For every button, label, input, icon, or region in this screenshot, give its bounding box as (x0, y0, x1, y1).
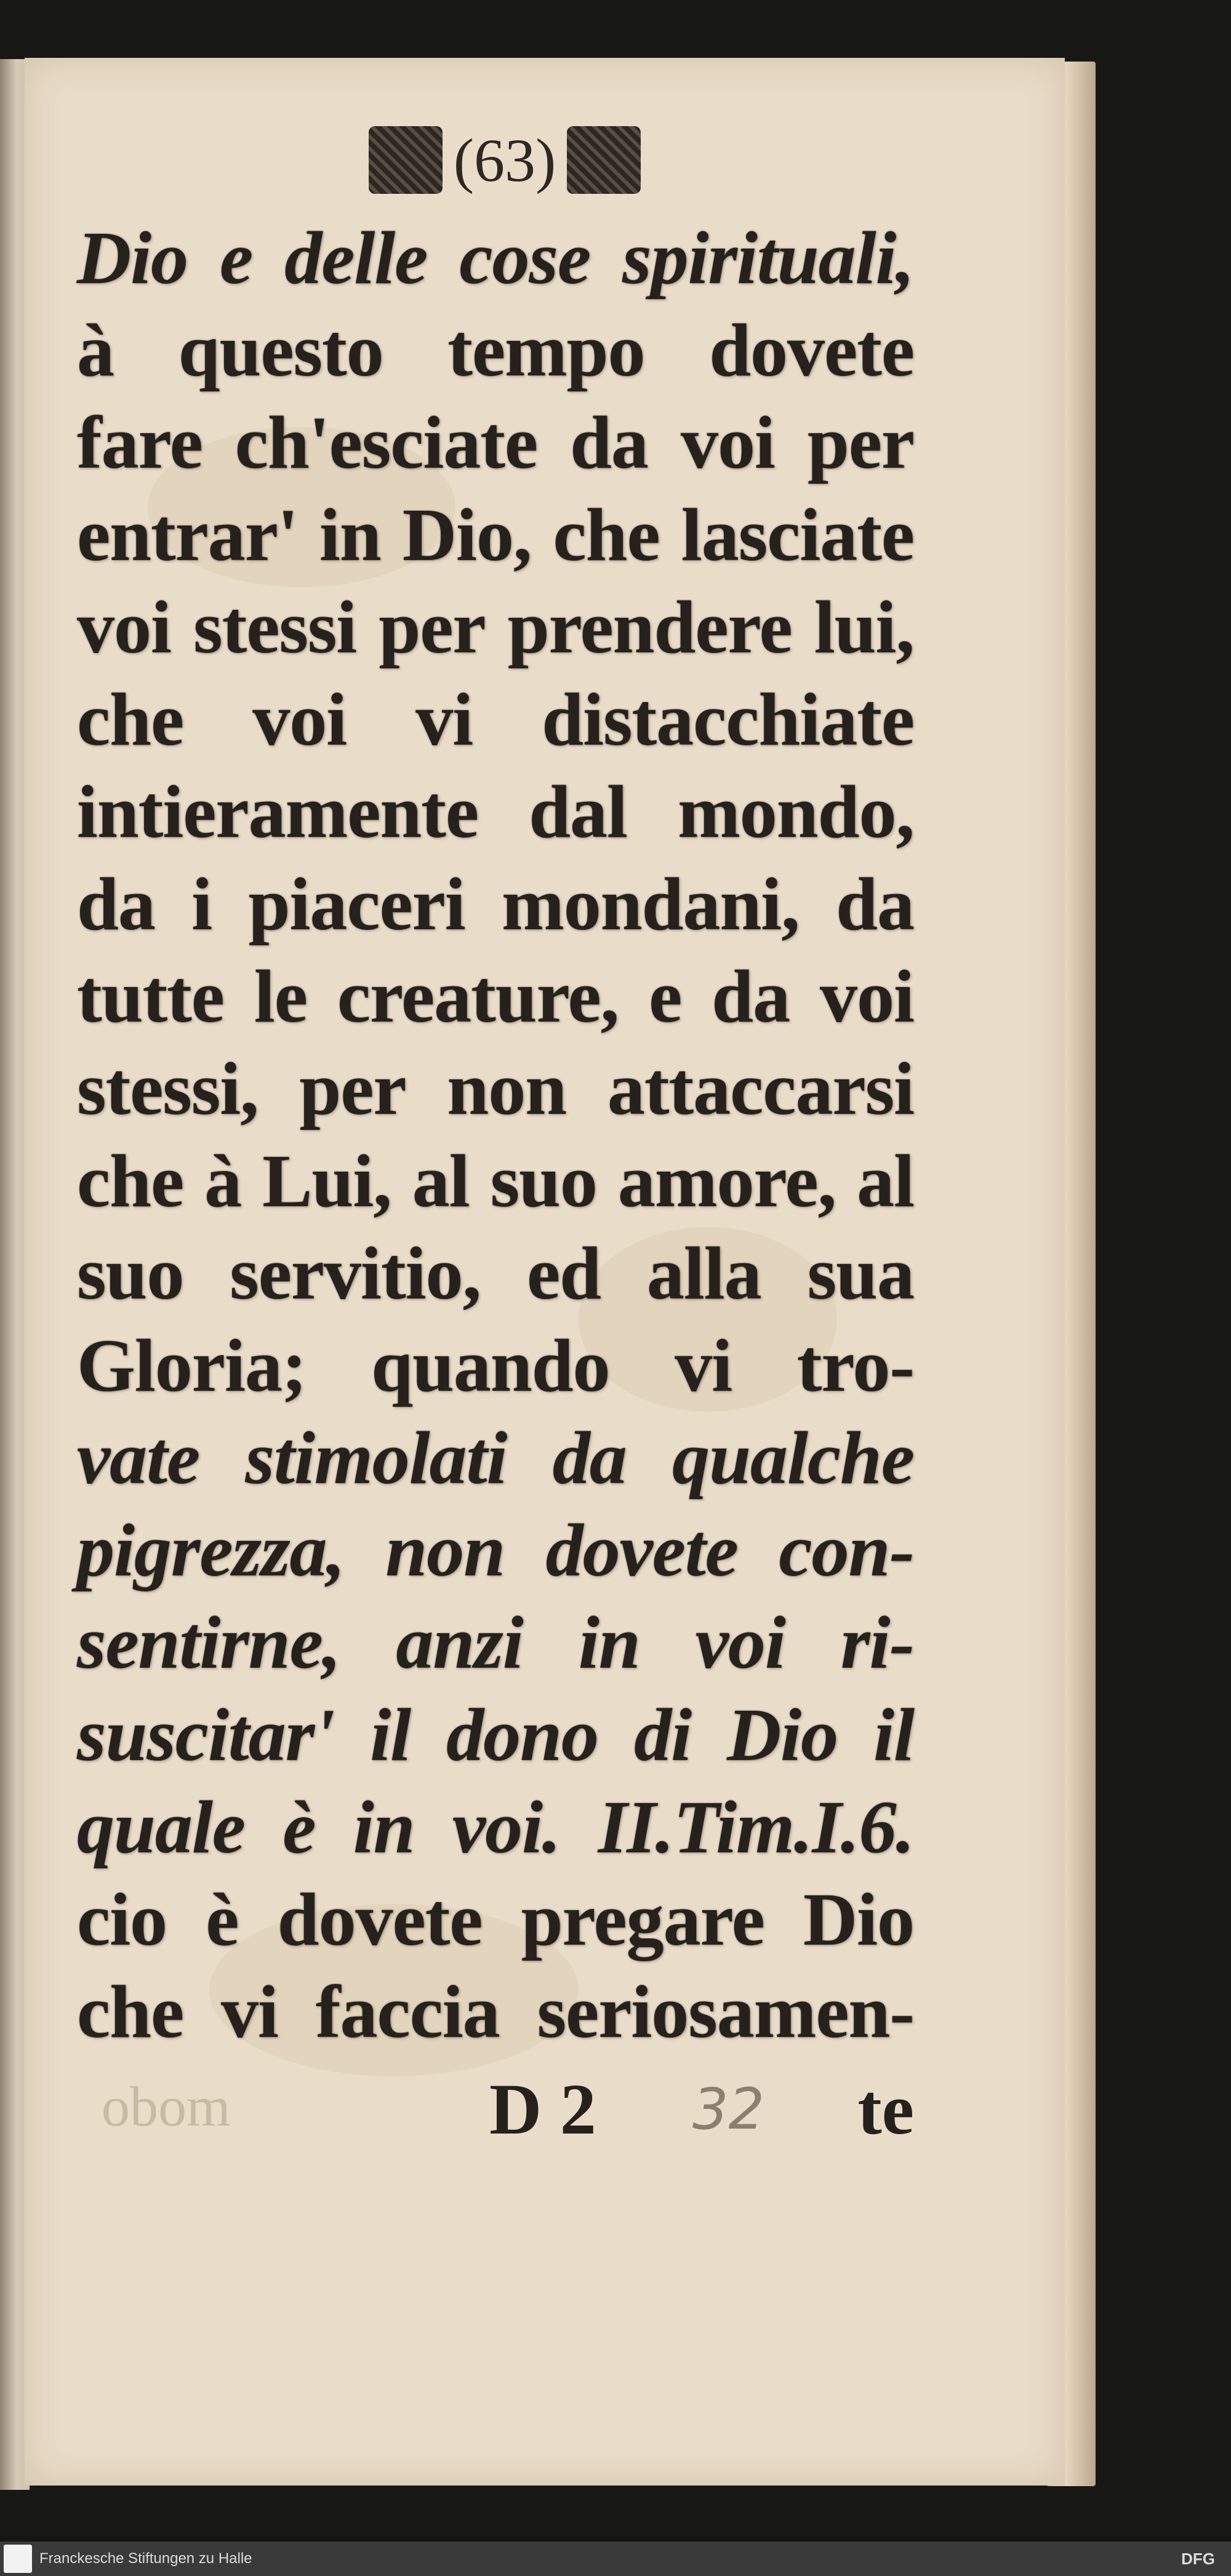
text-line: pigrezza, non dovete con- (77, 1509, 914, 1592)
text-line: à questo tempo dovete (77, 309, 914, 392)
text-line: stessi, per non attaccarsi (77, 1047, 914, 1130)
text-line: quale è in voi. II.Tim.I.6. (77, 1786, 914, 1869)
bleed-through-text: obom (102, 2075, 231, 2138)
viewer-footer-bar (0, 2542, 1231, 2576)
body-text (77, 212, 914, 2058)
pencil-annotation: 32 (692, 2076, 765, 2142)
dfg-logo[interactable]: DFG (1181, 2549, 1215, 2568)
text-line: entrar' in Dio, che lasciate (77, 494, 914, 577)
text-line: che vi faccia seriosamen- (77, 1970, 914, 2054)
text-line: Dio e delle cose spirituali, (77, 217, 914, 300)
page-footer (77, 2068, 914, 2160)
text-line: Gloria; quando vi tro- (77, 1324, 914, 1407)
page-number: (63) (453, 126, 556, 194)
ornament-left-icon (369, 126, 443, 194)
text-line: fare ch'esciate da voi per (77, 401, 914, 484)
text-line: che à Lui, al suo amore, al (77, 1140, 914, 1223)
institution-name: Franckesche Stiftungen zu Halle (39, 2550, 252, 2567)
text-line: vate stimolati da qualche (77, 1417, 914, 1500)
text-line: da i piaceri mondani, da (77, 863, 914, 946)
text-line: cio è dovete pregare Dio (77, 1878, 914, 1961)
text-line: voi stessi per prendere lui, (77, 586, 914, 669)
ornament-right-icon (567, 126, 641, 194)
text-line: che voi vi distacchiate (77, 678, 914, 761)
text-line: intieramente dal mondo, (77, 770, 914, 854)
signature-mark: D 2 (489, 2069, 596, 2150)
text-line: suscitar' il dono di Dio il (77, 1694, 914, 1777)
catchword: te (857, 2069, 914, 2150)
page-header (345, 111, 665, 209)
institution-logo-icon[interactable] (4, 2545, 32, 2573)
text-line: sentirne, anzi in voi ri- (77, 1601, 914, 1684)
text-line: suo servitio, ed alla sua (77, 1232, 914, 1315)
text-line: tutte le creature, e da voi (77, 955, 914, 1038)
